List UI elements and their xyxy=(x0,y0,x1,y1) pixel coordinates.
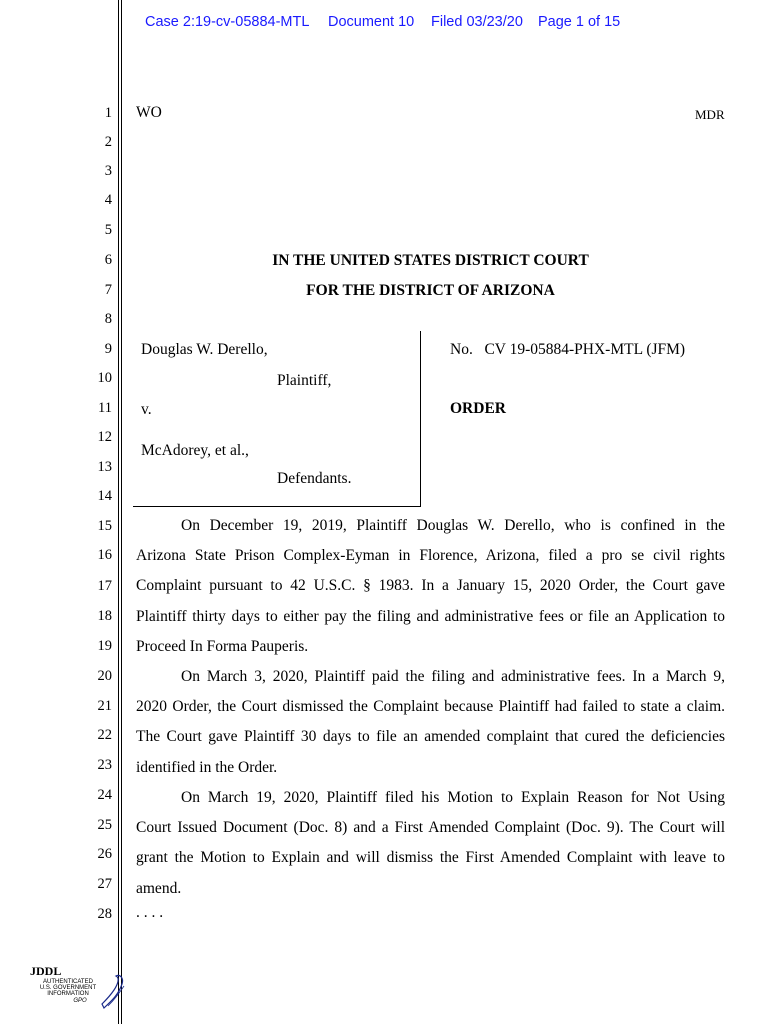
defendant-name: McAdorey, et al., xyxy=(141,442,249,459)
paragraph-line: Complaint pursuant to 42 U.S.C. § 1983. In a January 15, 2020 Order, the Court gave xyxy=(136,577,725,595)
line-number: 7 xyxy=(104,282,112,298)
paragraph-1 xyxy=(136,511,725,662)
line-number: 10 xyxy=(97,370,112,386)
left-margin-rule-inner xyxy=(121,0,122,1024)
left-margin-rule-outer xyxy=(118,0,119,1024)
court-title-line-1: IN THE UNITED STATES DISTRICT COURT xyxy=(272,252,589,269)
line-number: 25 xyxy=(97,817,112,833)
line-number: 9 xyxy=(104,341,112,357)
paragraph-line: amend. xyxy=(136,879,182,897)
logo-text-line: INFORMATION xyxy=(47,991,89,997)
line-number: 23 xyxy=(97,757,112,773)
ellipsis-text: . . . . xyxy=(136,904,164,921)
line-number: 22 xyxy=(97,727,112,743)
logo-text-line: AUTHENTICATED xyxy=(43,979,93,985)
paragraph-line: Proceed In Forma Pauperis. xyxy=(136,637,309,655)
jddl-mark: JDDL xyxy=(30,964,62,978)
order-title: ORDER xyxy=(450,400,506,417)
case-number: No. CV 19-05884-PHX-MTL (JFM) xyxy=(450,341,686,358)
line-number: 3 xyxy=(104,163,112,179)
paragraph-line: 2020 Order, the Court dismissed the Complaint because Plaintiff had failed to state a claim. xyxy=(136,698,725,716)
defendant-role: Defendants. xyxy=(277,470,352,487)
versus-text: v. xyxy=(141,401,152,418)
line-number: 17 xyxy=(97,578,112,594)
line-number: 11 xyxy=(98,400,112,416)
paragraph-line: On December 19, 2019, Plaintiff Douglas W. Derello, who is confined in the xyxy=(181,517,725,534)
paragraph-line: On March 3, 2020, Plaintiff paid the filing and administrative fees. In a March 9, xyxy=(181,668,725,685)
line-number: 4 xyxy=(104,192,112,208)
line-number: 21 xyxy=(97,698,112,714)
page-count-header: Page 1 of 15 xyxy=(538,14,621,30)
line-number: 5 xyxy=(104,222,112,238)
line-number: 13 xyxy=(97,459,112,475)
eagle-emblem-icon xyxy=(100,972,128,1012)
authentication-logo xyxy=(30,964,130,1020)
line-number: 26 xyxy=(97,846,112,862)
line-number: 6 xyxy=(104,252,112,268)
filed-date-header: Filed 03/23/20 xyxy=(431,14,523,30)
line-number: 2 xyxy=(104,134,112,150)
plaintiff-role: Plaintiff, xyxy=(277,372,332,389)
line-number: 18 xyxy=(97,608,112,624)
paragraph-line: On March 19, 2020, Plaintiff filed his Motion to Explain Reason for Not Using xyxy=(181,789,725,806)
wo-marker: WO xyxy=(136,104,162,121)
paragraph-line: Plaintiff thirty days to either pay the filing and administrative fees or file an Application to xyxy=(136,607,725,625)
line-number: 14 xyxy=(97,488,112,504)
line-number: 20 xyxy=(97,668,112,684)
case-number-header: Case 2:19-cv-05884-MTL xyxy=(145,14,310,30)
paragraph-line: grant the Motion to Explain and will dismiss the First Amended Complaint with leave to xyxy=(136,849,725,867)
line-number: 16 xyxy=(97,547,112,563)
line-number: 19 xyxy=(97,638,112,654)
line-number: 1 xyxy=(104,105,112,121)
line-number: 24 xyxy=(97,787,112,803)
paragraph-line: The Court gave Plaintiff 30 days to file an amended complaint that cured the deficiencies xyxy=(136,728,725,746)
paragraph-line: identified in the Order. xyxy=(136,758,278,776)
line-number: 28 xyxy=(97,906,112,922)
document-number-header: Document 10 xyxy=(328,14,415,30)
line-number: 15 xyxy=(97,518,112,534)
mdr-marker: MDR xyxy=(695,107,725,122)
logo-text-line: GPO xyxy=(73,998,87,1004)
paragraph-3 xyxy=(136,783,725,904)
plaintiff-name: Douglas W. Derello, xyxy=(141,341,268,358)
paragraph-line: Arizona State Prison Complex-Eyman in Florence, Arizona, filed a pro se civil rights xyxy=(136,547,725,565)
line-number: 27 xyxy=(97,876,112,892)
line-number: 12 xyxy=(97,429,112,445)
line-number: 8 xyxy=(104,311,112,327)
logo-text-line: U.S. GOVERNMENT xyxy=(39,985,97,991)
court-title-line-2: FOR THE DISTRICT OF ARIZONA xyxy=(306,282,555,299)
paragraph-2 xyxy=(136,662,725,783)
paragraph-line: Court Issued Document (Doc. 8) and a First Amended Complaint (Doc. 9). The Court will xyxy=(136,819,725,837)
